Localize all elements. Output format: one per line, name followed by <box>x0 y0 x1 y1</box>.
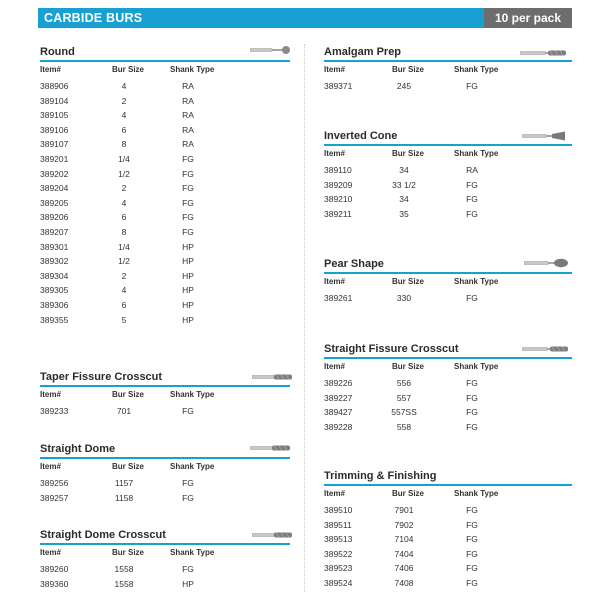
cell-shank: FG <box>182 564 194 574</box>
column-divider <box>304 44 306 592</box>
cell-shank: FG <box>466 293 478 303</box>
cell-size: 556 <box>396 378 412 388</box>
straight-dome-crosscut-bur-icon <box>252 527 292 545</box>
cell-size: 6 <box>121 212 127 223</box>
cell-size: 33 1/2 <box>392 179 416 190</box>
column-header-shank: Shank Type <box>170 462 215 471</box>
table-row <box>40 242 290 257</box>
table-row <box>324 165 572 180</box>
cell-item: 389511 <box>324 519 352 530</box>
cell-item: 389305 <box>40 285 69 296</box>
table-row <box>324 422 572 437</box>
cell-item: 389209 <box>324 179 353 190</box>
table-row <box>40 315 290 330</box>
cell-size: 7901 <box>394 505 414 515</box>
column-header-item: Item# <box>40 65 61 74</box>
column-header-size: Bur Size <box>392 362 425 371</box>
column-header-item: Item# <box>324 65 345 74</box>
cell-shank: FG <box>466 534 478 545</box>
cell-shank: RA <box>182 95 194 106</box>
cell-item: 389202 <box>40 168 69 179</box>
column-header-item: Item# <box>324 277 345 286</box>
cell-item: 389207 <box>40 227 69 237</box>
cell-item: 389205 <box>40 197 69 208</box>
table-row <box>40 154 290 169</box>
table-row <box>40 81 290 96</box>
cell-item: 389227 <box>324 392 353 403</box>
cell-size: 7404 <box>394 548 414 559</box>
table-row <box>40 227 290 242</box>
column-header-shank: Shank Type <box>454 149 499 158</box>
table-row <box>40 493 290 508</box>
cell-size: 1/2 <box>118 168 130 179</box>
cell-shank: HP <box>182 270 194 281</box>
cell-shank: RA <box>182 139 194 150</box>
table-row <box>324 209 572 224</box>
table-row <box>40 256 290 271</box>
cell-size: 701 <box>116 406 132 416</box>
cell-size: 245 <box>396 81 412 91</box>
cell-item: 389105 <box>40 110 69 121</box>
cell-size: 4 <box>121 110 127 121</box>
cell-size: 4 <box>121 285 127 296</box>
column-header-item: Item# <box>40 462 61 471</box>
table-row <box>40 406 290 421</box>
cell-size: 557 <box>396 392 412 403</box>
column-header-shank: Shank Type <box>170 548 215 557</box>
column-header-shank: Shank Type <box>454 277 499 286</box>
cell-size: 2 <box>121 183 127 194</box>
column-header-shank: Shank Type <box>454 489 499 498</box>
taper-fissure-bur-icon <box>252 369 292 387</box>
cell-size: 34 <box>399 194 409 205</box>
cell-shank: FG <box>182 478 194 488</box>
cell-item: 389228 <box>324 421 353 432</box>
cell-item: 389256 <box>40 478 69 488</box>
table-row <box>324 293 572 308</box>
cell-shank: FG <box>466 208 478 219</box>
column-header-item: Item# <box>324 149 345 158</box>
column-header-item: Item# <box>324 489 345 498</box>
column-header-item: Item# <box>40 548 61 557</box>
table-row <box>40 110 290 125</box>
column-header-size: Bur Size <box>112 462 145 471</box>
inverted-cone-bur-icon <box>522 128 566 146</box>
section-title: Pear Shape <box>324 258 384 270</box>
cell-size: 1158 <box>114 492 134 503</box>
cell-shank: FG <box>466 392 478 403</box>
section-title: Straight Dome <box>40 443 116 455</box>
table-row <box>40 271 290 286</box>
cell-shank: FG <box>466 378 478 388</box>
cell-shank: FG <box>466 421 478 432</box>
column-header-item: Item# <box>324 362 345 371</box>
cell-size: 34 <box>399 165 409 175</box>
cell-item: 389260 <box>40 564 69 574</box>
cell-item: 389302 <box>40 256 69 267</box>
column-header-shank: Shank Type <box>170 65 215 74</box>
table-row <box>324 549 572 564</box>
cell-shank: HP <box>182 241 194 252</box>
cell-size: 4 <box>121 81 127 91</box>
cell-item: 389206 <box>40 212 69 223</box>
table-row <box>324 180 572 195</box>
page-title: CARBIDE BURS <box>44 11 143 25</box>
table-row <box>324 194 572 209</box>
column-header-shank: Shank Type <box>454 65 499 74</box>
cell-item: 389301 <box>40 241 69 252</box>
cell-shank: FG <box>182 227 194 237</box>
straight-dome-bur-icon <box>250 440 290 458</box>
cell-item: 389201 <box>40 154 69 164</box>
cell-shank: FG <box>182 154 194 164</box>
column-header-size: Bur Size <box>392 65 425 74</box>
cell-shank: FG <box>182 406 194 416</box>
section-title: Straight Fissure Crosscut <box>324 343 459 355</box>
table-row <box>324 534 572 549</box>
cell-shank: HP <box>182 300 194 310</box>
cell-shank: FG <box>182 212 194 223</box>
cell-item: 389261 <box>324 293 353 303</box>
cell-item: 389210 <box>324 194 353 205</box>
cell-item: 389257 <box>40 492 69 503</box>
cell-item: 389524 <box>324 578 353 588</box>
section-title: Taper Fissure Crosscut <box>40 371 163 383</box>
cell-item: 389306 <box>40 300 69 310</box>
table-row <box>324 81 572 96</box>
amalgam-prep-bur-icon <box>520 45 566 63</box>
section-title: Trimming & Finishing <box>324 470 437 482</box>
table-row <box>40 96 290 111</box>
cell-size: 6 <box>121 124 127 135</box>
section-title: Round <box>40 46 75 58</box>
cell-size: 1/4 <box>118 154 130 164</box>
cell-item: 389513 <box>324 534 353 545</box>
cell-item: 389427 <box>324 407 353 418</box>
straight-fissure-bur-icon <box>522 341 568 359</box>
cell-size: 8 <box>121 227 127 237</box>
table-row <box>324 407 572 422</box>
cell-shank: FG <box>466 578 478 588</box>
cell-size: 330 <box>396 293 412 303</box>
table-row <box>324 393 572 408</box>
cell-item: 389110 <box>324 165 352 175</box>
cell-shank: RA <box>182 124 194 135</box>
cell-item: 389233 <box>40 406 69 416</box>
cell-size: 558 <box>396 421 412 432</box>
round-bur-icon <box>250 42 290 60</box>
table-row <box>40 212 290 227</box>
table-row <box>40 183 290 198</box>
cell-size: 1/4 <box>118 241 130 252</box>
cell-shank: HP <box>182 256 194 267</box>
cell-size: 6 <box>121 300 127 310</box>
cell-item: 389211 <box>324 208 352 219</box>
cell-shank: FG <box>466 548 478 559</box>
table-row <box>40 478 290 493</box>
cell-item: 389104 <box>40 95 69 106</box>
cell-shank: HP <box>182 314 194 325</box>
cell-size: 35 <box>399 208 409 219</box>
table-row <box>324 378 572 393</box>
cell-item: 389371 <box>324 81 353 91</box>
table-row <box>40 579 290 594</box>
cell-size: 1/2 <box>118 256 130 267</box>
column-header-size: Bur Size <box>392 149 425 158</box>
table-row <box>40 139 290 154</box>
cell-shank: FG <box>466 563 478 574</box>
cell-shank: FG <box>466 505 478 515</box>
cell-item: 389304 <box>40 270 69 281</box>
cell-shank: HP <box>182 578 194 589</box>
cell-size: 2 <box>121 270 127 281</box>
cell-shank: RA <box>182 110 194 121</box>
column-header-size: Bur Size <box>112 390 145 399</box>
cell-size: 1558 <box>114 564 134 574</box>
section-underline <box>324 484 572 486</box>
cell-item: 389226 <box>324 378 353 388</box>
cell-item: 389523 <box>324 563 353 574</box>
cell-shank: FG <box>182 168 194 179</box>
pear-shape-bur-icon <box>524 255 568 273</box>
column-header-item: Item# <box>40 390 61 399</box>
column-header-shank: Shank Type <box>170 390 215 399</box>
cell-shank: RA <box>182 81 194 91</box>
section-title: Inverted Cone <box>324 130 398 142</box>
cell-shank: FG <box>182 197 194 208</box>
cell-item: 389510 <box>324 505 353 515</box>
cell-size: 557SS <box>391 407 417 418</box>
column-header-size: Bur Size <box>392 489 425 498</box>
section-title: Straight Dome Crosscut <box>40 529 166 541</box>
cell-item: 389107 <box>40 139 69 150</box>
column-header-size: Bur Size <box>112 65 145 74</box>
column-header-shank: Shank Type <box>454 362 499 371</box>
column-header-size: Bur Size <box>112 548 145 557</box>
cell-item: 388906 <box>40 81 69 91</box>
cell-size: 4 <box>121 197 127 208</box>
cell-size: 7902 <box>394 519 414 530</box>
cell-shank: RA <box>466 165 478 175</box>
table-row <box>40 125 290 140</box>
table-row <box>40 285 290 300</box>
cell-size: 7104 <box>394 534 414 545</box>
cell-item: 389204 <box>40 183 69 194</box>
cell-size: 7408 <box>394 578 414 588</box>
cell-size: 8 <box>121 139 127 150</box>
table-row <box>40 300 290 315</box>
table-row <box>324 578 572 593</box>
cell-size: 7406 <box>394 563 414 574</box>
cell-size: 2 <box>121 95 127 106</box>
section-title: Amalgam Prep <box>324 46 402 58</box>
cell-size: 1157 <box>114 478 134 488</box>
cell-size: 1558 <box>114 578 134 589</box>
cell-shank: FG <box>466 81 478 91</box>
table-row <box>324 505 572 520</box>
cell-item: 389522 <box>324 548 353 559</box>
cell-item: 389360 <box>40 578 69 589</box>
pack-badge: 10 per pack <box>484 8 572 28</box>
cell-item: 389355 <box>40 314 69 325</box>
table-row <box>324 520 572 535</box>
cell-shank: FG <box>466 194 478 205</box>
cell-size: 5 <box>121 314 127 325</box>
table-row <box>40 169 290 184</box>
cell-shank: FG <box>182 492 194 503</box>
cell-shank: FG <box>466 179 478 190</box>
cell-shank: FG <box>182 183 194 194</box>
cell-shank: FG <box>466 407 478 418</box>
cell-shank: HP <box>182 285 194 296</box>
table-row <box>40 564 290 579</box>
cell-item: 389106 <box>40 124 69 135</box>
table-row <box>324 563 572 578</box>
section-underline <box>40 60 290 62</box>
column-header-size: Bur Size <box>392 277 425 286</box>
table-row <box>40 198 290 213</box>
cell-shank: FG <box>466 519 478 530</box>
